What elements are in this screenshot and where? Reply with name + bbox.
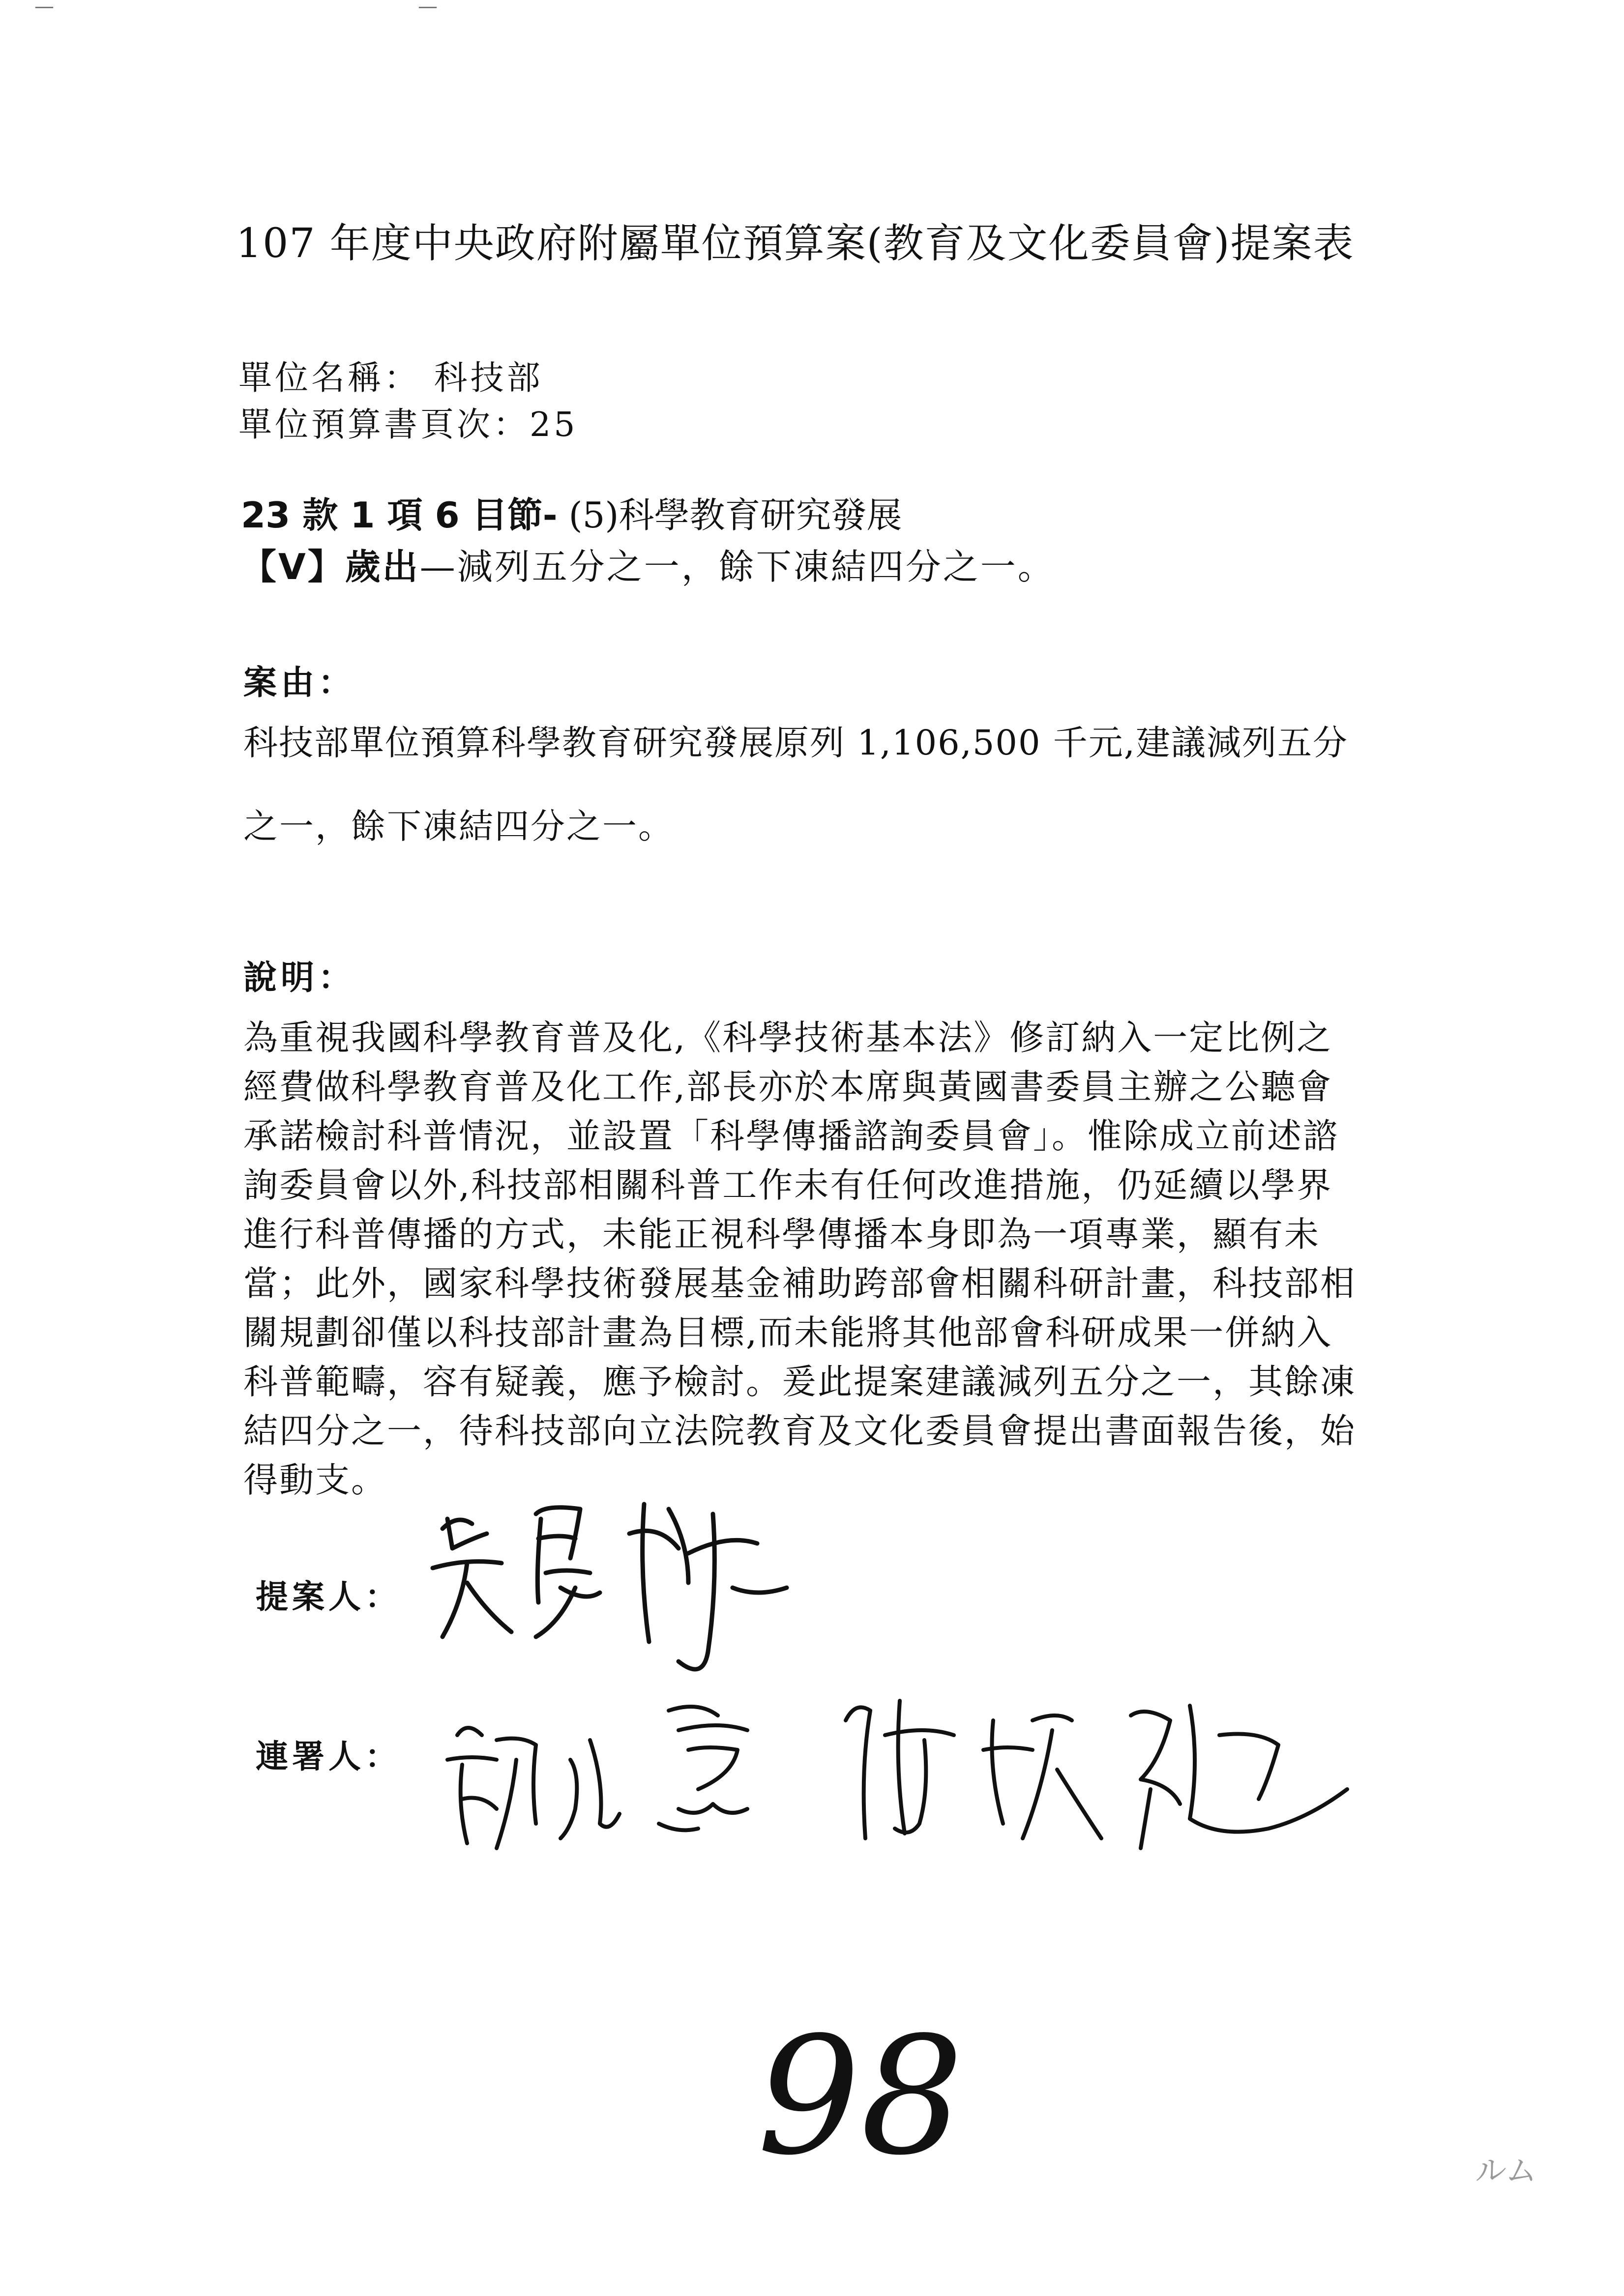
explanation-heading: 說明：	[243, 959, 356, 997]
explanation-line: 承諾檢討科普情況，並設置「科學傳播諮詢委員會」。惟除成立前述諮	[243, 1116, 1339, 1156]
unit-budget-page: 單位預算書頁次：25	[238, 406, 578, 444]
page-number: 98	[757, 2002, 964, 2191]
budget-action	[241, 538, 1055, 589]
reason-heading: 案由：	[243, 664, 356, 702]
proposer-label: 提案人：	[256, 1578, 401, 1616]
explanation-line: 科普範疇，容有疑義，應予檢討。爰此提案建議減列五分之一，其餘凍	[243, 1362, 1356, 1402]
action-checkbox: 【V】	[241, 546, 345, 587]
page-title: 107 年度中央政府附屬單位預算案(教育及文化委員會)提案表	[236, 220, 1355, 267]
explanation-line: 為重視我國科學教育普及化,《科學技術基本法》修訂納入一定比例之	[243, 1017, 1333, 1058]
explanation-line: 結四分之一，待科技部向立法院教育及文化委員會提出書面報告後，始	[243, 1411, 1356, 1451]
reason-line-1: 科技部單位預算科學教育研究發展原列 1,106,500 千元,建議減列五分	[243, 723, 1349, 763]
cosigner-signature-2	[826, 1661, 1367, 1868]
explanation-line: 經費做科學教育普及化工作,部長亦於本席與黃國書委員主辦之公聽會	[243, 1067, 1333, 1107]
action-label: 歲出	[345, 546, 420, 587]
explanation-line: 當；此外，國家科學技術發展基金補助跨部會相關科研計畫，科技部相	[243, 1263, 1356, 1304]
explanation-line: 關規劃卻僅以科技部計畫為目標,而未能將其他部會科研成果一併納入	[243, 1312, 1333, 1353]
reason-line-2: 之一，餘下凍結四分之一。	[243, 806, 674, 846]
corner-mark: ルム	[1475, 2153, 1537, 2189]
budget-item	[241, 487, 902, 538]
cosigners-label: 連署人：	[256, 1738, 401, 1775]
header-mark-left: —	[34, 0, 54, 18]
explanation-line: 進行科普傳播的方式，未能正視科學傳播本身即為一項專業，顯有未	[243, 1214, 1320, 1254]
unit-name: 單位名稱： 科技部	[238, 359, 543, 398]
proposer-signature	[413, 1475, 856, 1691]
explanation-line: 詢委員會以外,科技部相關科普工作未有任何改進措施，仍延續以學界	[243, 1165, 1333, 1205]
budget-item-name: (5)科學教育研究發展	[557, 494, 902, 536]
action-text: —減列五分之一，餘下凍結四分之一。	[419, 546, 1055, 587]
header-mark-right: —	[418, 0, 438, 18]
budget-item-code: 23 款 1 項 6 目節-	[241, 494, 558, 536]
explanation-line: 得動支。	[243, 1460, 387, 1500]
